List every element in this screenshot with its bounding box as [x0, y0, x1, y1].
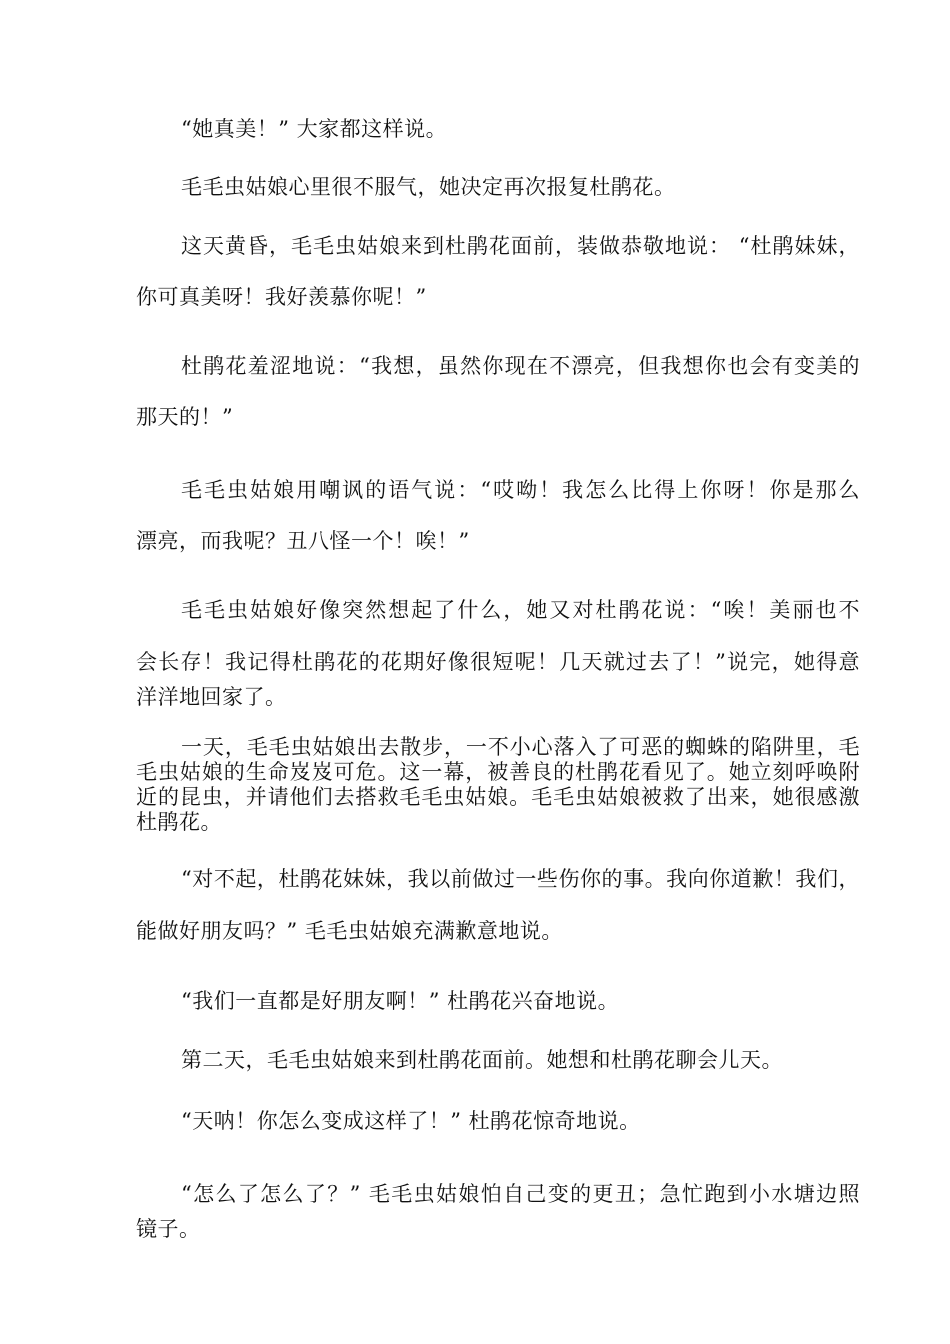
paragraph-line: 毛毛虫姑娘好像突然想起了什么，她又对杜鹃花说：“唉！美丽也不: [181, 598, 860, 622]
paragraph-line: 近的昆虫，并请他们去搭救毛毛虫姑娘。毛毛虫姑娘被救了出来，她很感激: [136, 785, 860, 809]
paragraph-line: 毛毛虫姑娘用嘲讽的语气说：“哎呦！我怎么比得上你呀！你是那么: [181, 478, 860, 502]
paragraph-line: 杜鹃花羞涩地说：“我想，虽然你现在不漂亮，但我想你也会有变美的: [181, 354, 860, 378]
paragraph-line: 那天的！”: [136, 405, 234, 429]
paragraph-line: 毛毛虫姑娘心里很不服气，她决定再次报复杜鹃花。: [181, 175, 676, 199]
paragraph-line: 镜子。: [136, 1217, 201, 1241]
paragraph-line: 第二天，毛毛虫姑娘来到杜鹃花面前。她想和杜鹃花聊会儿天。: [181, 1048, 783, 1072]
paragraph-line: 一天，毛毛虫姑娘出去散步，一不小心落入了可恶的蜘蛛的陷阱里，毛: [181, 735, 860, 759]
paragraph-line: 你可真美呀！我好羡慕你呢！”: [136, 285, 427, 309]
paragraph-line: “天呐！你怎么变成这样了！” 杜鹃花惊奇地说。: [181, 1109, 641, 1133]
paragraph-line: “怎么了怎么了？” 毛毛虫姑娘怕自己变的更丑；急忙跑到小水塘边照: [181, 1182, 860, 1206]
paragraph-line: “对不起，杜鹃花妹妹，我以前做过一些伤你的事。我向你道歉！我们，: [181, 867, 860, 891]
paragraph-line: 洋洋地回家了。: [136, 685, 287, 709]
paragraph-line: 毛虫姑娘的生命岌岌可危。这一幕，被善良的杜鹃花看见了。她立刻呼唤附: [136, 760, 860, 784]
paragraph-line: 会长存！我记得杜鹃花的花期好像很短呢！几天就过去了！”说完，她得意: [136, 650, 860, 674]
paragraph-line: 漂亮，而我呢？丑八怪一个！唉！”: [136, 529, 470, 553]
paragraph-line: “她真美！” 大家都这样说。: [181, 117, 448, 141]
paragraph-line: 能做好朋友吗？” 毛毛虫姑娘充满歉意地说。: [136, 919, 563, 943]
paragraph-line: “我们一直都是好朋友啊！” 杜鹃花兴奋地说。: [181, 989, 620, 1013]
paragraph-line: 这天黄昏，毛毛虫姑娘来到杜鹃花面前，装做恭敬地说： “杜鹃妹妹，: [181, 234, 860, 258]
paragraph-line: 杜鹃花。: [136, 810, 222, 834]
